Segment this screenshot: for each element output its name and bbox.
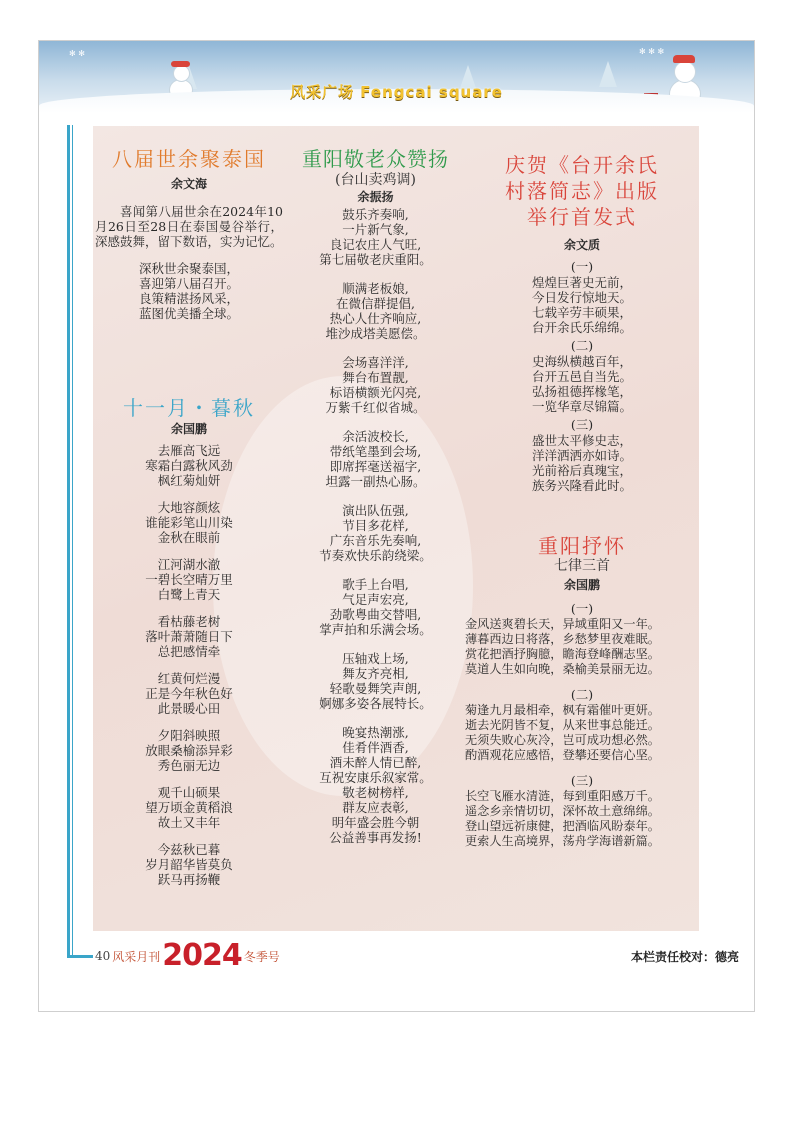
poem-line: 热心人仕齐响应, — [329, 311, 422, 326]
poem-line: 长空飞雁水清涟，每到重阳感万千。 — [465, 789, 660, 803]
poem-stanza — [293, 577, 458, 637]
poem-part — [465, 417, 699, 493]
poem-part — [465, 773, 699, 849]
poem-line: 弘扬祖德挥椽笔， — [531, 384, 632, 399]
poem-line: 落叶萧萧随日下 — [145, 629, 233, 644]
title-line: 村落简志》出版 — [505, 179, 659, 203]
poem-line: 演出队伍强, — [342, 503, 409, 518]
poem-stanza — [465, 275, 699, 335]
article-title: 十一月・暮秋 — [123, 396, 255, 420]
poem-stanza — [465, 354, 699, 414]
poem-stanza — [93, 261, 285, 321]
poem-line: 寒霜白露秋风劲 — [145, 458, 233, 473]
article-author: 余振扬 — [357, 190, 394, 204]
poem-line: 歌手上台唱, — [342, 577, 409, 592]
part-number: (三) — [570, 417, 594, 432]
poem-line: 去雁高飞远 — [157, 443, 221, 458]
poem-stanza — [93, 557, 285, 602]
article-title: 重阳抒怀 — [538, 534, 626, 558]
poem-line: 大地容颜炫 — [157, 500, 221, 515]
poem-stanza — [293, 281, 458, 341]
poem-line: 敬老树榜样, — [342, 785, 409, 800]
column-right — [465, 126, 699, 849]
poem-line: 群友应表彰, — [342, 800, 409, 815]
poem-stanza — [293, 725, 458, 845]
editor-credit: 本栏责任校对：德亮 — [630, 950, 739, 964]
issue-year: 2024 — [162, 938, 242, 973]
article-intro: 喜闻第八届世余在2024年10月26日至28日在泰国曼谷举行，深感鼓舞，留下数语，实为记忆。 — [95, 204, 283, 249]
poem-line: 良策精湛扬风采， — [138, 291, 239, 306]
header-banner — [39, 41, 754, 113]
poem-line: 会场喜洋洋, — [342, 355, 409, 370]
poem-line: 史海纵横越百年， — [531, 354, 632, 369]
poem-line: 掌声拍和乐满会场。 — [319, 622, 432, 637]
title-line: 庆贺《台开余氏 — [505, 153, 659, 177]
poem-stanza — [93, 614, 285, 659]
poem-line: 莫道人生如向晚，桑榆美景丽无边。 — [465, 662, 660, 676]
poem-line: 族务兴隆看此时。 — [531, 478, 632, 493]
poem-line: 薄暮西边日将落，乡愁梦里夜难眠。 — [465, 632, 660, 646]
poem-part — [465, 259, 699, 335]
poem-line: 谁能彩笔山川染 — [145, 515, 233, 530]
poem-line: 盛世太平修史志， — [531, 433, 632, 448]
magazine-name: 风采月刊 — [112, 949, 161, 964]
poem-line: 望万顷金黄稻浪 — [145, 800, 233, 815]
poem-line: 互祝安康乐叙家常。 — [319, 770, 432, 785]
column-left — [93, 126, 285, 887]
poem-line: 标语横额光闪亮, — [329, 385, 422, 400]
poem-line: 金风送爽碧长天，异域重阳又一年。 — [465, 617, 660, 631]
poem-line: 带纸笔墨到会场, — [329, 444, 422, 459]
poem-line: 公益善事再发扬! — [329, 830, 422, 845]
poem-stanza — [93, 728, 285, 773]
poem-line: 压轴戏上场, — [342, 651, 409, 666]
part-number: (一) — [570, 601, 594, 616]
poem-line: 轻歌曼舞笑声朗, — [329, 681, 422, 696]
poem-line: 即席挥毫送福字, — [329, 459, 422, 474]
poem-line: 堆沙成塔美愿偿。 — [325, 326, 426, 341]
poem-line: 鼓乐齐奏响, — [342, 207, 409, 222]
article-author: 余国鹏 — [563, 578, 600, 592]
poem-line: 酌酒观花应感悟，登攀还要信心坚。 — [465, 748, 660, 762]
snowflake-icon: ✻ ✻ ✻ — [639, 47, 665, 56]
poem-line: 喜迎第八届召开。 — [138, 276, 239, 291]
issue-season: 冬季号 — [243, 949, 280, 964]
poem-line: 蓝图优美播全球。 — [138, 306, 239, 321]
poem-line: 赏花把酒抒胸臆，瞻海登峰酬志坚。 — [465, 647, 660, 661]
poem-line: 佳肴伴酒香, — [342, 740, 409, 755]
poem-stanza — [293, 355, 458, 415]
poem-line: 正是今年秋色好 — [145, 686, 233, 701]
poem-body — [93, 443, 285, 887]
article-title — [465, 152, 699, 230]
poem-line: 总把感情牵 — [157, 644, 221, 659]
poem-line: 煌煌巨著史无前， — [531, 275, 632, 290]
poem-line: 此景暖心田 — [157, 701, 221, 716]
poem-line: 坦露一副热心肠。 — [325, 474, 426, 489]
column-middle — [293, 126, 458, 845]
poem-stanza — [293, 207, 458, 267]
poem-line: 一片新气象, — [342, 222, 409, 237]
poem-line: 深秋世余聚泰国， — [138, 261, 239, 276]
poem-line: 台开余氏乐绵绵。 — [531, 320, 632, 335]
part-number: (一) — [570, 259, 594, 274]
left-accent-bar — [67, 125, 70, 955]
poem-stanza — [93, 443, 285, 488]
part-number: (三) — [570, 773, 594, 788]
poem-stanza — [465, 617, 699, 677]
poem-line: 舞台布置靓, — [342, 370, 409, 385]
poem-line: 洋洋洒洒亦如诗。 — [531, 448, 632, 463]
poem-line: 更索人生高境界，荡舟学海谱新篇。 — [465, 834, 660, 848]
part-number: (二) — [570, 687, 594, 702]
poem-line: 菊逢九月最相牵，枫有霜催叶更妍。 — [465, 703, 660, 717]
poem-line: 枫红菊灿妍 — [157, 473, 221, 488]
poem-stanza — [465, 433, 699, 493]
snowflake-icon: ✻ ✻ — [69, 49, 85, 58]
poem-stanza — [93, 842, 285, 887]
poem-line: 秀色丽无边 — [157, 758, 221, 773]
poem-line: 晚宴热潮涨, — [342, 725, 409, 740]
poem-line: 七载辛劳丰硕果， — [531, 305, 632, 320]
poem-line: 第七届敬老庆重阳。 — [319, 252, 432, 267]
left-accent-bar-thin — [72, 125, 73, 955]
poem-line: 顺满老板娘, — [342, 281, 409, 296]
poem-line: 良记农庄人气旺, — [329, 237, 422, 252]
poem-line: 遥念乡亲情切切，深怀故土意绵绵。 — [465, 804, 660, 818]
poem-stanza — [293, 651, 458, 711]
poem-stanza — [293, 503, 458, 563]
poem-line: 广东音乐先奏响, — [329, 533, 422, 548]
poem-line: 节奏欢快乐韵绕梁。 — [319, 548, 432, 563]
title-line: 举行首发式 — [527, 205, 637, 229]
poem-line: 故土又丰年 — [157, 815, 221, 830]
page-number: 40 — [95, 949, 111, 963]
poem-stanza — [465, 703, 699, 763]
poem-line: 登山望远祈康健，把酒临风盼泰年。 — [465, 819, 660, 833]
part-number: (二) — [570, 338, 594, 353]
poem-part — [465, 338, 699, 414]
poem-line: 今日发行惊地天。 — [531, 290, 632, 305]
poem-line: 光前裕后真瑰宝， — [531, 463, 632, 478]
article-author: 余文质 — [563, 238, 600, 252]
poem-line: 一览华章尽锦篇。 — [531, 399, 632, 414]
poem-line: 在微信群提倡, — [336, 296, 415, 311]
poem-line: 放眼桑榆添异彩 — [145, 743, 233, 758]
poem-line: 岁月韶华皆莫负 — [145, 857, 233, 872]
poem-line: 余活波校长, — [342, 429, 409, 444]
poem-line: 明年盛会胜今朝 — [331, 815, 420, 830]
poem-line: 红黄何烂漫 — [157, 671, 221, 686]
poem-line: 一碧长空晴万里 — [145, 572, 233, 587]
footer-publication — [95, 938, 280, 973]
content-panel — [93, 126, 699, 931]
poem-part — [465, 601, 699, 677]
poem-line: 逝去光阴皆不复，从来世事总能迁。 — [465, 718, 660, 732]
poem-line: 观千山硕果 — [157, 785, 221, 800]
poem-line: 台开五邑自当先。 — [531, 369, 632, 384]
article-subtitle: 七律三首 — [554, 558, 610, 574]
poem-stanza — [93, 671, 285, 716]
poem-line: 节目多花样, — [342, 518, 409, 533]
poem-line: 婀娜多姿各展特长。 — [319, 696, 432, 711]
poem-line: 江河湖水澈 — [157, 557, 221, 572]
footer-accent-line — [67, 955, 93, 958]
poem-line: 万紫千红似省城。 — [325, 400, 426, 415]
article-subtitle: (台山卖鸡调) — [335, 172, 416, 188]
poem-line: 夕阳斜映照 — [157, 728, 221, 743]
poem-line: 酒未醉人情已醉, — [329, 755, 422, 770]
poem-line: 金秋在眼前 — [157, 530, 221, 545]
poem-line: 舞友齐亮相, — [342, 666, 409, 681]
poem-stanza — [93, 500, 285, 545]
poem-line: 今兹秋已暮 — [157, 842, 221, 857]
poem-line: 白鹭上青天 — [157, 587, 221, 602]
article-author: 余文海 — [170, 177, 207, 191]
poem-part — [465, 687, 699, 763]
poem-line: 跃马再扬鞭 — [157, 872, 221, 887]
article-title: 八届世余聚泰国 — [112, 147, 266, 171]
poem-line: 无须失败心灰冷，岂可成功想必然。 — [465, 733, 660, 747]
poem-stanza — [293, 429, 458, 489]
poem-line: 劲歌粤曲交替唱, — [329, 607, 422, 622]
section-title: 风采广场 Fengcai square — [290, 83, 503, 101]
article-title: 重阳敬老众赞扬 — [302, 147, 449, 171]
poem-line: 看枯藤老树 — [157, 614, 221, 629]
poem-stanza — [93, 785, 285, 830]
article-author: 余国鹏 — [170, 422, 207, 436]
poem-stanza — [465, 789, 699, 849]
poem-line: 气足声宏亮, — [342, 592, 409, 607]
